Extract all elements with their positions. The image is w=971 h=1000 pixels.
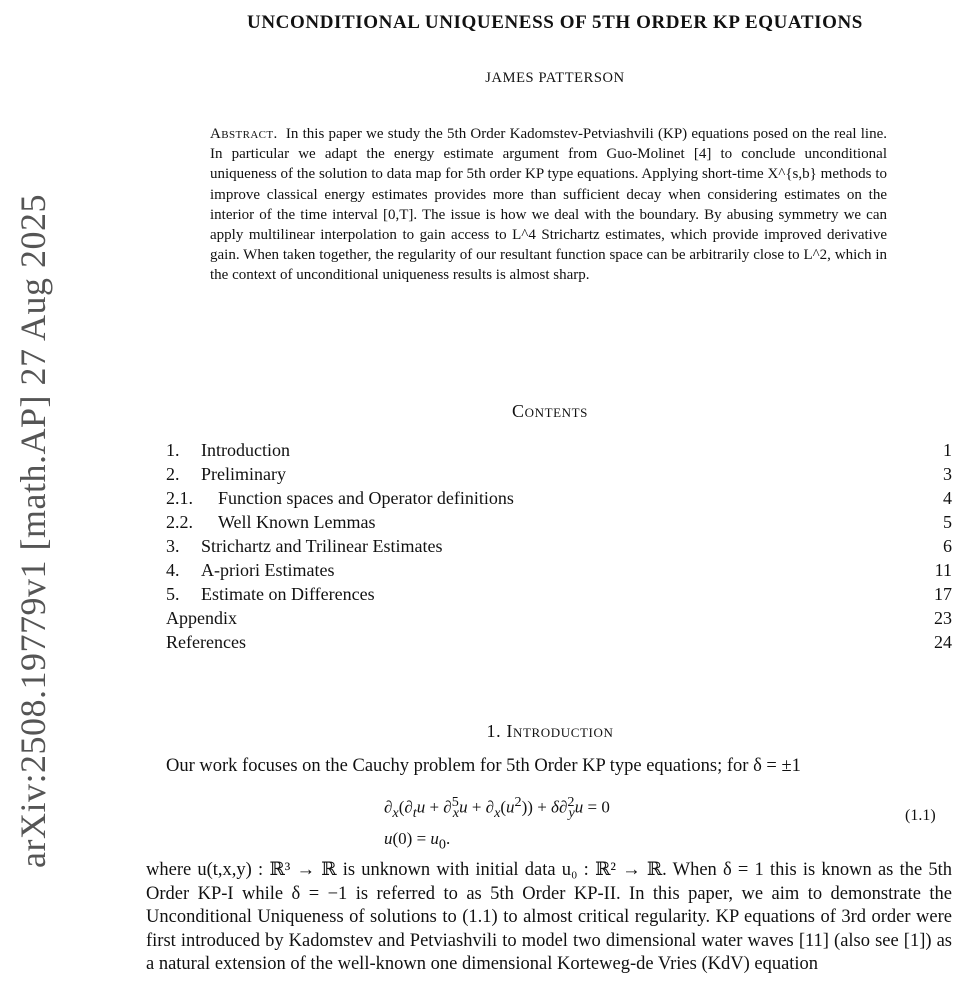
- toc-number: 5.: [166, 584, 180, 604]
- table-of-contents: [166, 438, 952, 654]
- paper-title: UNCONDITIONAL UNIQUENESS OF 5TH ORDER KP EQUATIONS: [247, 12, 863, 33]
- equation-line-2: $u(0) = u_0$.: [384, 829, 451, 853]
- contents-heading: Contents: [511, 401, 589, 421]
- toc-entry[interactable]: [166, 582, 952, 606]
- toc-entry[interactable]: [166, 534, 952, 558]
- toc-entry[interactable]: [166, 462, 952, 486]
- toc-label: Preliminary: [201, 464, 286, 484]
- toc-label: Function spaces and Operator definitions: [218, 488, 514, 508]
- toc-label: Estimate on Differences: [201, 584, 375, 604]
- intro-paragraph: where u(t,x,y) : ℝ³ → ℝ is unknown with initial data u₀ : ℝ² → ℝ. When δ = 1 this is known as the 5th Order KP-I while δ = −1 is referred to as 5th Order KP-II. In this paper, we aim to demonstrate the Unconditional Uniqueness of solutions to (1.1) to almost critical regularity. KP equations of 3rd order were first introduced by Kadomstev and Petviashvili to model two dimensional water waves [11] (also see [1]) as a natural extension of the well-known one dimensional Korteweg-de Vries (KdV) equation: [146, 860, 952, 974]
- toc-label: A-priori Estimates: [201, 560, 335, 580]
- toc-page: 1: [943, 440, 952, 460]
- toc-number: 1.: [166, 440, 180, 460]
- toc-page: 17: [934, 584, 952, 604]
- intro-lead-sentence: Our work focuses on the Cauchy problem for 5th Order KP type equations; for δ = ±1: [166, 756, 801, 776]
- toc-number: 3.: [166, 536, 180, 556]
- toc-page: 3: [943, 464, 952, 484]
- toc-page: 5: [943, 512, 952, 532]
- toc-page: 11: [934, 560, 952, 580]
- toc-entry[interactable]: [166, 558, 952, 582]
- toc-page: 4: [943, 488, 952, 508]
- toc-entry[interactable]: [166, 486, 952, 510]
- section-heading: [150, 721, 950, 742]
- paper-author: JAMES PATTERSON: [485, 70, 625, 86]
- toc-entry[interactable]: [166, 510, 952, 534]
- toc-label: Well Known Lemmas: [218, 512, 376, 532]
- section-number: 1.: [486, 721, 502, 741]
- toc-entry[interactable]: [166, 630, 952, 654]
- toc-page: 24: [934, 632, 952, 652]
- toc-entry[interactable]: [166, 606, 952, 630]
- toc-page: 6: [943, 536, 952, 556]
- toc-label: Appendix: [166, 608, 237, 628]
- toc-label: References: [166, 632, 246, 652]
- equation-line-1: $\partial_x(\partial_tu + \partial^5_xu + \partial_x(u^2)) + \delta\partial^2_yu = 0$: [384, 794, 610, 822]
- toc-number: 2.2.: [166, 512, 193, 532]
- toc-number: 2.1.: [166, 488, 193, 508]
- abstract-text: In this paper we study the 5th Order Kadomstev-Petviashvili (KP) equations posed on the real line. In particular we adapt the energy estimate argument from Guo-Molinet [4] to conclude unconditional uniqueness of the solution to data map for 5th order KP type equations. Applying short-time X^{s,b} methods to improve classical energy estimates provides more than sufficient decay when considering estimates on the interior of the time interval [0,T]. The issue is how we deal with the boundary. By abusing symmetry we can apply multilinear interpolation to gain access to L^4 Strichartz estimates, which provide improved derivative gain. When taken together, the regularity of our resultant function space can be arbitrarily close to L^2, which in the context of unconditional uniqueness results is almost sharp.: [210, 126, 887, 284]
- abstract: [210, 124, 887, 286]
- toc-number: 2.: [166, 464, 180, 484]
- toc-entry[interactable]: [166, 438, 952, 462]
- arxiv-identifier: arXiv:2508.19779v1 [math.AP] 27 Aug 2025: [13, 194, 53, 868]
- toc-label: Strichartz and Trilinear Estimates: [201, 536, 443, 556]
- toc-label: Introduction: [201, 440, 290, 460]
- toc-number: 4.: [166, 560, 180, 580]
- section-title: Introduction: [506, 721, 614, 741]
- equation-number: (1.1): [905, 807, 936, 824]
- equation-block: [384, 790, 610, 857]
- toc-page: 23: [934, 608, 952, 628]
- abstract-label: Abstract.: [210, 126, 278, 142]
